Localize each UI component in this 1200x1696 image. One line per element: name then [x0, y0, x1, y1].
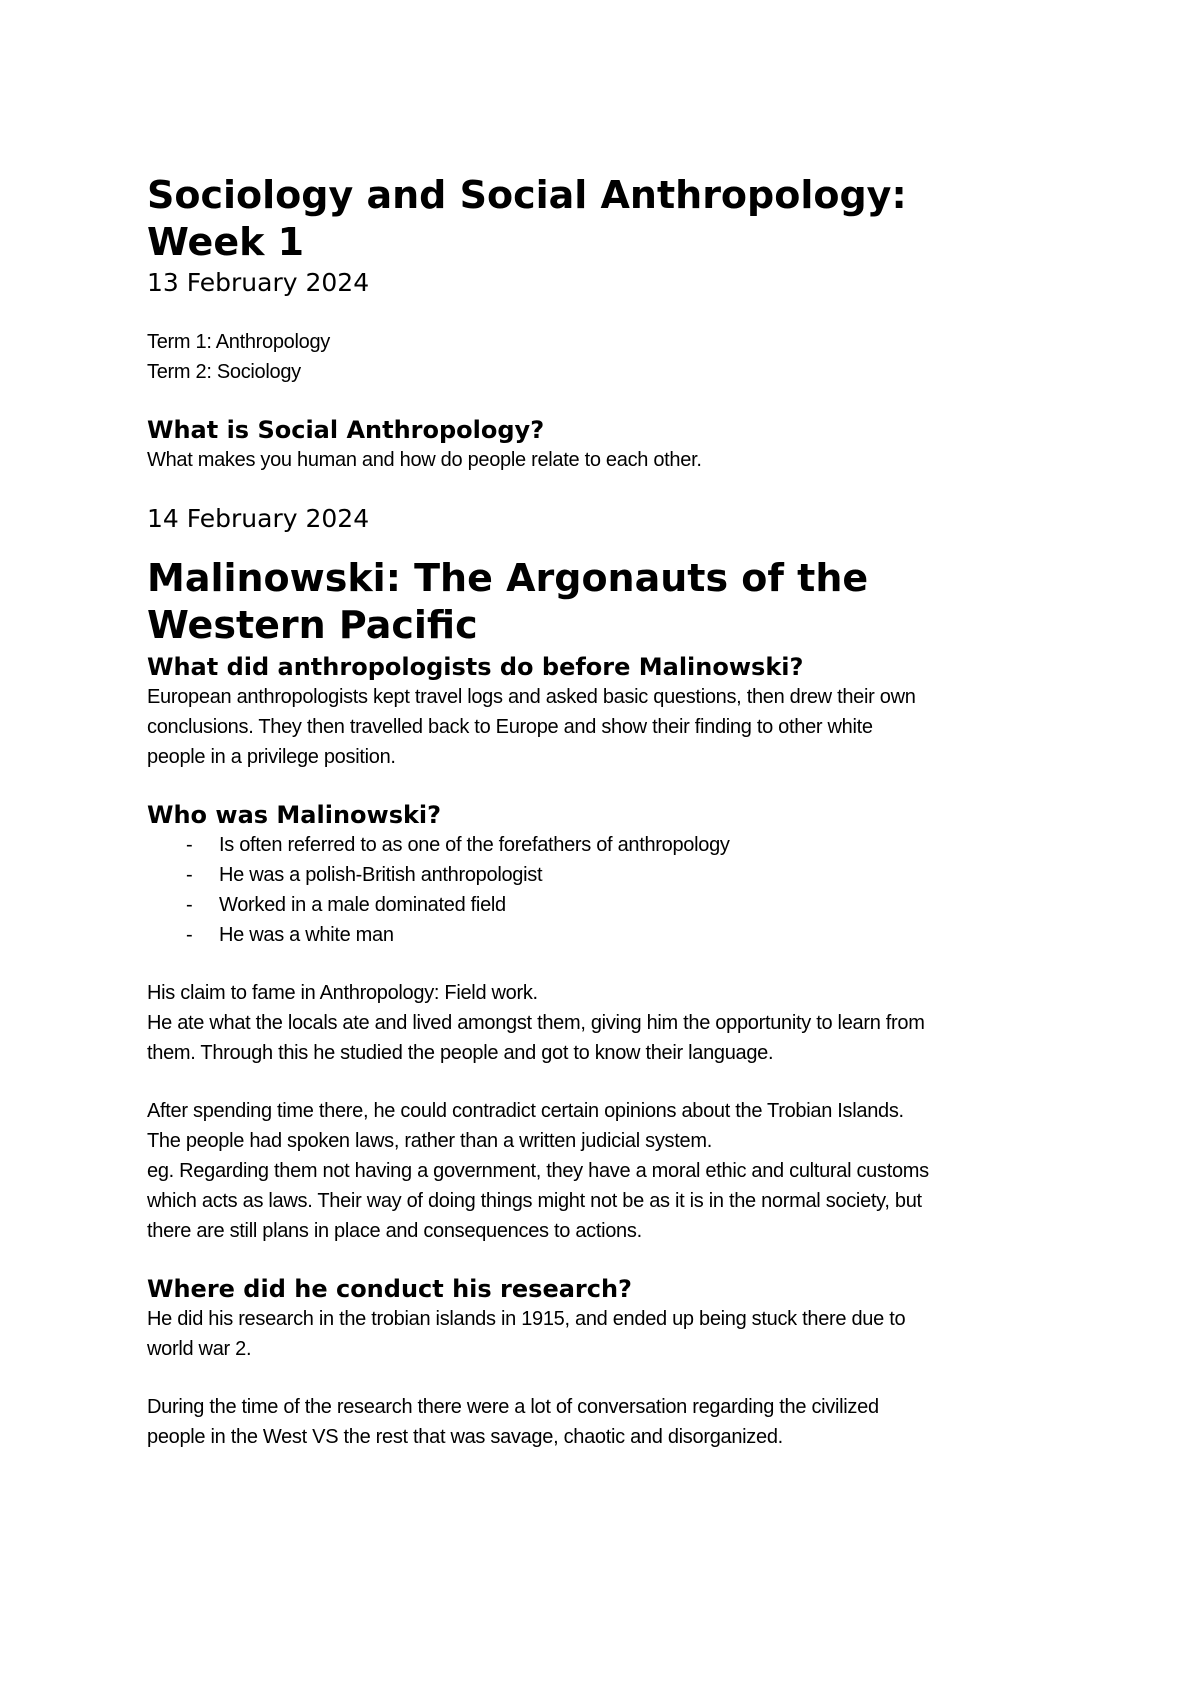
section-heading-research-location: Where did he conduct his research? [147, 1275, 632, 1303]
section-paragraph [147, 1392, 1077, 1452]
list-item-text: Worked in a male dominated field [219, 894, 506, 916]
paragraph-line: eg. Regarding them not having a government, they have a moral ethic and cultural customs [147, 1160, 929, 1182]
term-line: Term 2: Sociology [147, 361, 301, 383]
terms-block [147, 327, 1077, 387]
paragraph-line: conclusions. They then travelled back to Europe and show their finding to other white [147, 716, 873, 738]
list-item [186, 890, 1077, 920]
paragraph-line: His claim to fame in Anthropology: Field work. [147, 982, 538, 1004]
paragraph-line: He ate what the locals ate and lived amongst them, giving him the opportunity to learn from [147, 1012, 925, 1034]
bullet-list [147, 830, 1077, 950]
section-heading-before-malinowski: What did anthropologists do before Malinowski? [147, 653, 804, 681]
list-item [186, 920, 1077, 950]
term-line: Term 1: Anthropology [147, 331, 330, 353]
section-heading-social-anthropology: What is Social Anthropology? [147, 416, 545, 444]
paragraph-line: European anthropologists kept travel logs and asked basic questions, then drew their own [147, 686, 916, 708]
section-paragraph [147, 682, 1077, 772]
main-title-line-2: Western Pacific [147, 603, 478, 647]
main-title [147, 555, 1077, 649]
paragraph-line: The people had spoken laws, rather than a written judicial system. [147, 1130, 712, 1152]
document-page [147, 172, 1077, 1452]
title-line-2: Week 1 [147, 220, 305, 264]
dash-bullet: - [186, 894, 193, 916]
list-item [186, 830, 1077, 860]
section-body: What makes you human and how do people relate to each other. [147, 449, 702, 471]
paragraph-line: world war 2. [147, 1338, 252, 1360]
list-item-text: He was a white man [219, 924, 394, 946]
list-item [186, 860, 1077, 890]
section-paragraph [147, 1096, 1077, 1246]
section-paragraph [147, 978, 1077, 1068]
dash-bullet: - [186, 924, 193, 946]
paragraph-line: During the time of the research there were a lot of conversation regarding the civilized [147, 1396, 879, 1418]
title-line-1: Sociology and Social Anthropology: [147, 173, 907, 217]
main-title-line-1: Malinowski: The Argonauts of the [147, 556, 869, 600]
paragraph-line: After spending time there, he could contradict certain opinions about the Trobian Islands. [147, 1100, 904, 1122]
section-paragraph [147, 1304, 1077, 1364]
section-heading-who-was-malinowski: Who was Malinowski? [147, 801, 442, 829]
dash-bullet: - [186, 864, 193, 886]
paragraph-line: people in a privilege position. [147, 746, 396, 768]
paragraph-line: people in the West VS the rest that was savage, chaotic and disorganized. [147, 1426, 783, 1448]
paragraph-line: He did his research in the trobian islands in 1915, and ended up being stuck there due to [147, 1308, 906, 1330]
paragraph-line: them. Through this he studied the people and got to know their language. [147, 1042, 774, 1064]
list-item-text: He was a polish-British anthropologist [219, 864, 543, 886]
document-title [147, 172, 1077, 266]
date-heading-2: 14 February 2024 [147, 504, 370, 533]
list-item-text: Is often referred to as one of the forefathers of anthropology [219, 834, 730, 856]
dash-bullet: - [186, 834, 193, 856]
paragraph-line: there are still plans in place and consequences to actions. [147, 1220, 642, 1242]
date-heading-1: 13 February 2024 [147, 268, 370, 297]
paragraph-line: which acts as laws. Their way of doing things might not be as it is in the normal society, but [147, 1190, 922, 1212]
